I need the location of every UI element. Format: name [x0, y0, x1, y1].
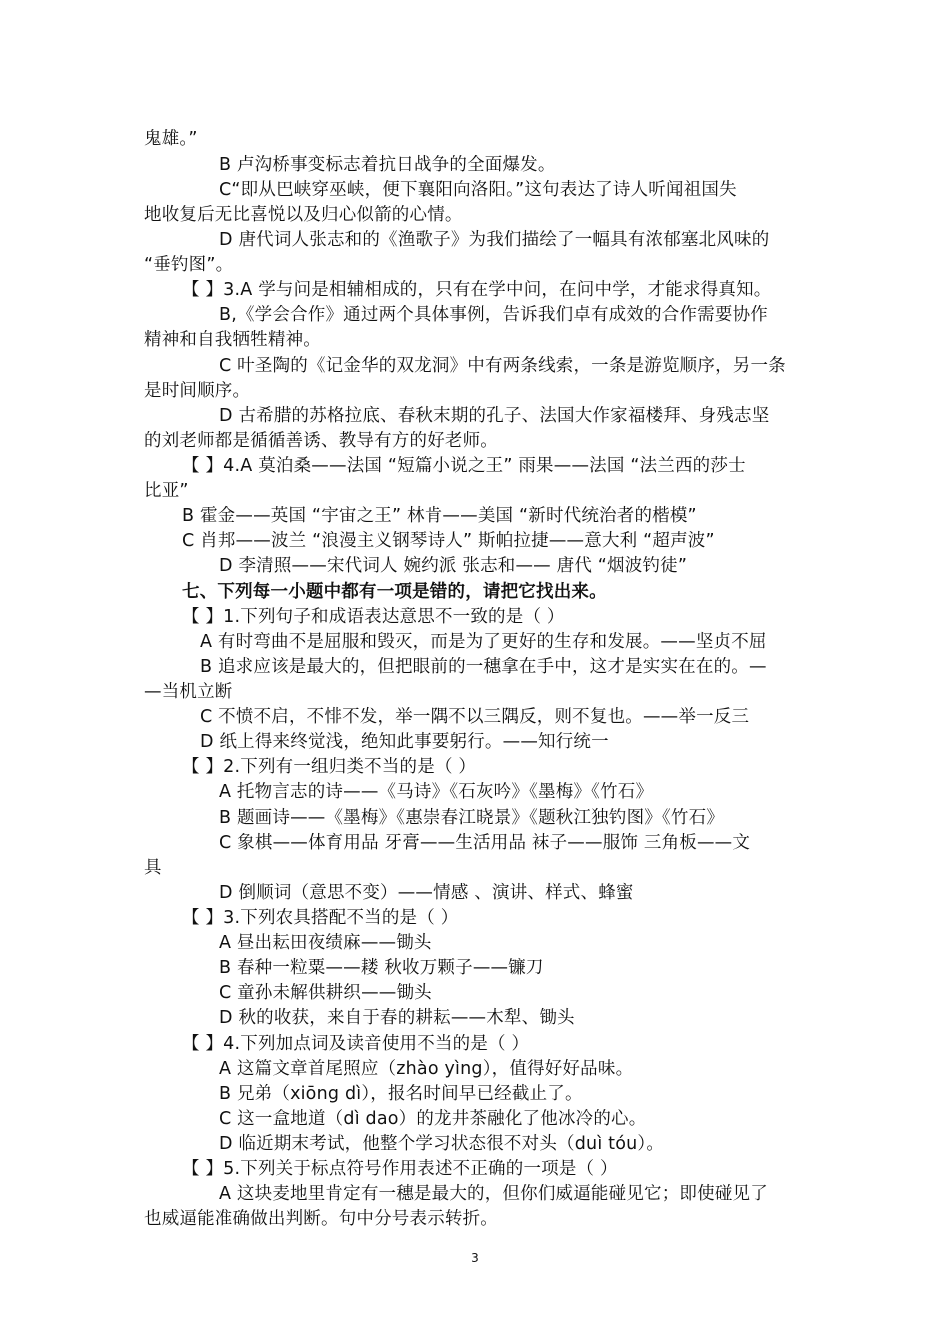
- text-line: C 肖邦——波兰 “浪漫主义钢琴诗人” 斯帕拉捷——意大利 “超声波”: [182, 531, 715, 551]
- option-line: D 纸上得来终觉浅，绝知此事要躬行。——知行统一: [200, 732, 609, 752]
- text-line: D 唐代词人张志和的《渔歌子》为我们描绘了一幅具有浓郁塞北风味的: [219, 230, 770, 250]
- option-line: C 童孙未解供耕织——锄头: [219, 983, 432, 1003]
- option-line: A 这篇文章首尾照应（zhào yìng），值得好好品味。: [219, 1059, 634, 1079]
- text-line: B 霍金——英国 “宇宙之王” 林肯——美国 “新时代统治者的楷模”: [182, 506, 697, 526]
- option-line: D 秋的收获，来自于春的耕耘——木犁、锄头: [219, 1008, 575, 1028]
- text-line: 比亚”: [144, 481, 189, 501]
- text-line: B,《学会合作》通过两个具体事例，告诉我们卓有成效的合作需要协作: [219, 305, 768, 325]
- text-line: 是时间顺序。: [144, 381, 251, 401]
- question-line: 【 】4.A 莫泊桑——法国 “短篇小说之王” 雨果——法国 “法兰西的莎士: [182, 456, 746, 476]
- question-line: 【 】1.下列句子和成语表达意思不一致的是（ ）: [182, 607, 565, 627]
- option-line: C 不愤不启，不悱不发，举一隅不以三隅反，则不复也。——举一反三: [200, 707, 750, 727]
- text-line: 的刘老师都是循循善诱、教导有方的好老师。: [144, 431, 498, 451]
- option-line: B 题画诗——《墨梅》《惠崇春江晓景》《题秋江独钓图》《竹石》: [219, 808, 725, 828]
- text-line: B 卢沟桥事变标志着抗日战争的全面爆发。: [219, 155, 556, 175]
- question-line: 【 】4.下列加点词及读音使用不当的是（ ）: [182, 1034, 530, 1054]
- text-line: 地收复后无比喜悦以及归心似箭的心情。: [144, 205, 463, 225]
- text-line: 鬼雄。”: [144, 129, 198, 149]
- option-line: D 倒顺词（意思不变）——情感 、演讲、样式、蜂蜜: [219, 883, 634, 903]
- option-line: B 追求应该是最大的，但把眼前的一穗拿在手中，这才是实实在在的。—: [200, 657, 767, 677]
- text-line: C 叶圣陶的《记金华的双龙洞》中有两条线索，一条是游览顺序，另一条: [219, 356, 786, 376]
- text-line: C“即从巴峡穿巫峡，便下襄阳向洛阳。”这句表达了诗人听闻祖国失: [219, 180, 737, 200]
- text-line: D 古希腊的苏格拉底、春秋末期的孔子、法国大作家福楼拜、身残志坚: [219, 406, 770, 426]
- option-line: D 临近期末考试，他整个学习状态很不对头（duì tóu）。: [219, 1134, 665, 1154]
- text-line: 也威逼能准确做出判断。句中分号表示转折。: [144, 1209, 498, 1229]
- option-line: C 这一盒地道（dì dao）的龙井茶融化了他冰冷的心。: [219, 1109, 647, 1129]
- option-line: B 春种一粒粟——耧 秋收万颗子——镰刀: [219, 958, 544, 978]
- question-line: 【 】2.下列有一组归类不当的是（ ）: [182, 757, 477, 777]
- text-line: D 李清照——宋代词人 婉约派 张志和—— 唐代 “烟波钓徒”: [219, 556, 688, 576]
- option-line: A 昼出耘田夜绩麻——锄头: [219, 933, 432, 953]
- text-line: 精神和自我牺牲精神。: [144, 330, 321, 350]
- text-line: 具: [144, 858, 162, 878]
- question-line: 【 】3.下列农具搭配不当的是（ ）: [182, 908, 459, 928]
- page-number: 3: [471, 1251, 479, 1265]
- question-line: 【 】5.下列关于标点符号作用表述不正确的一项是（ ）: [182, 1159, 618, 1179]
- option-line: A 这块麦地里肯定有一穗是最大的，但你们威逼能碰见它；即使碰见了: [219, 1184, 768, 1204]
- option-line: C 象棋——体育用品 牙膏——生活用品 袜子——服饰 三角板——文: [219, 833, 751, 853]
- section-heading: 七、下列每一小题中都有一项是错的，请把它找出来。: [182, 582, 607, 602]
- option-line: A 托物言志的诗——《马诗》《石灰吟》《墨梅》《竹石》: [219, 782, 654, 802]
- question-line: 【 】3.A 学与问是相辅相成的，只有在学中问，在问中学，才能求得真知。: [182, 280, 772, 300]
- option-line: B 兄弟（xiōng dì），报名时间早已经截止了。: [219, 1084, 583, 1104]
- option-line: A 有时弯曲不是屈服和毁灭，而是为了更好的生存和发展。——坚贞不屈: [200, 632, 767, 652]
- text-line: —当机立断: [144, 682, 233, 702]
- text-line: “垂钓图”。: [144, 255, 234, 275]
